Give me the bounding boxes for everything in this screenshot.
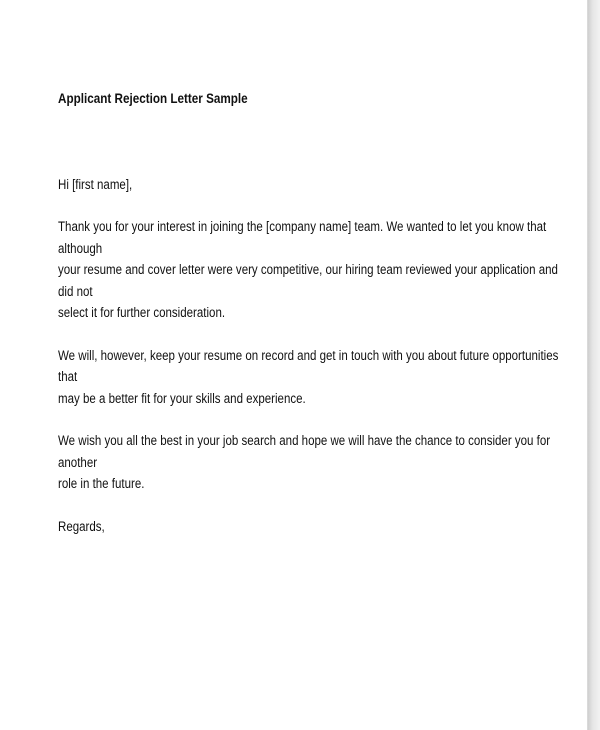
paragraph-line: role in the future. xyxy=(58,476,145,491)
letter-body xyxy=(58,88,565,537)
paragraph-future-opportunities xyxy=(58,345,565,410)
letter-title: Applicant Rejection Letter Sample xyxy=(58,91,248,106)
paragraph-best-wishes xyxy=(58,430,565,495)
paragraph-line: We will, however, keep your resume on record and get in touch with you about future opportunities that xyxy=(58,347,559,384)
paragraph-line: select it for further consideration. xyxy=(58,305,226,320)
letter-closing: Regards, xyxy=(58,518,105,534)
page-edge-shadow xyxy=(588,0,600,730)
paragraph-line: We wish you all the best in your job search and hope we will have the chance to consider you for another xyxy=(58,433,551,470)
paragraph-line: Thank you for your interest in joining the [company name] team. We wanted to let you know that although xyxy=(58,219,547,256)
paragraph-rejection-notice xyxy=(58,216,565,324)
paragraph-line: may be a better fit for your skills and experience. xyxy=(58,390,306,406)
paragraph-line: your resume and cover letter were very competitive, our hiring team reviewed your application and did not xyxy=(58,262,558,299)
letter-greeting: Hi [first name], xyxy=(58,176,133,192)
